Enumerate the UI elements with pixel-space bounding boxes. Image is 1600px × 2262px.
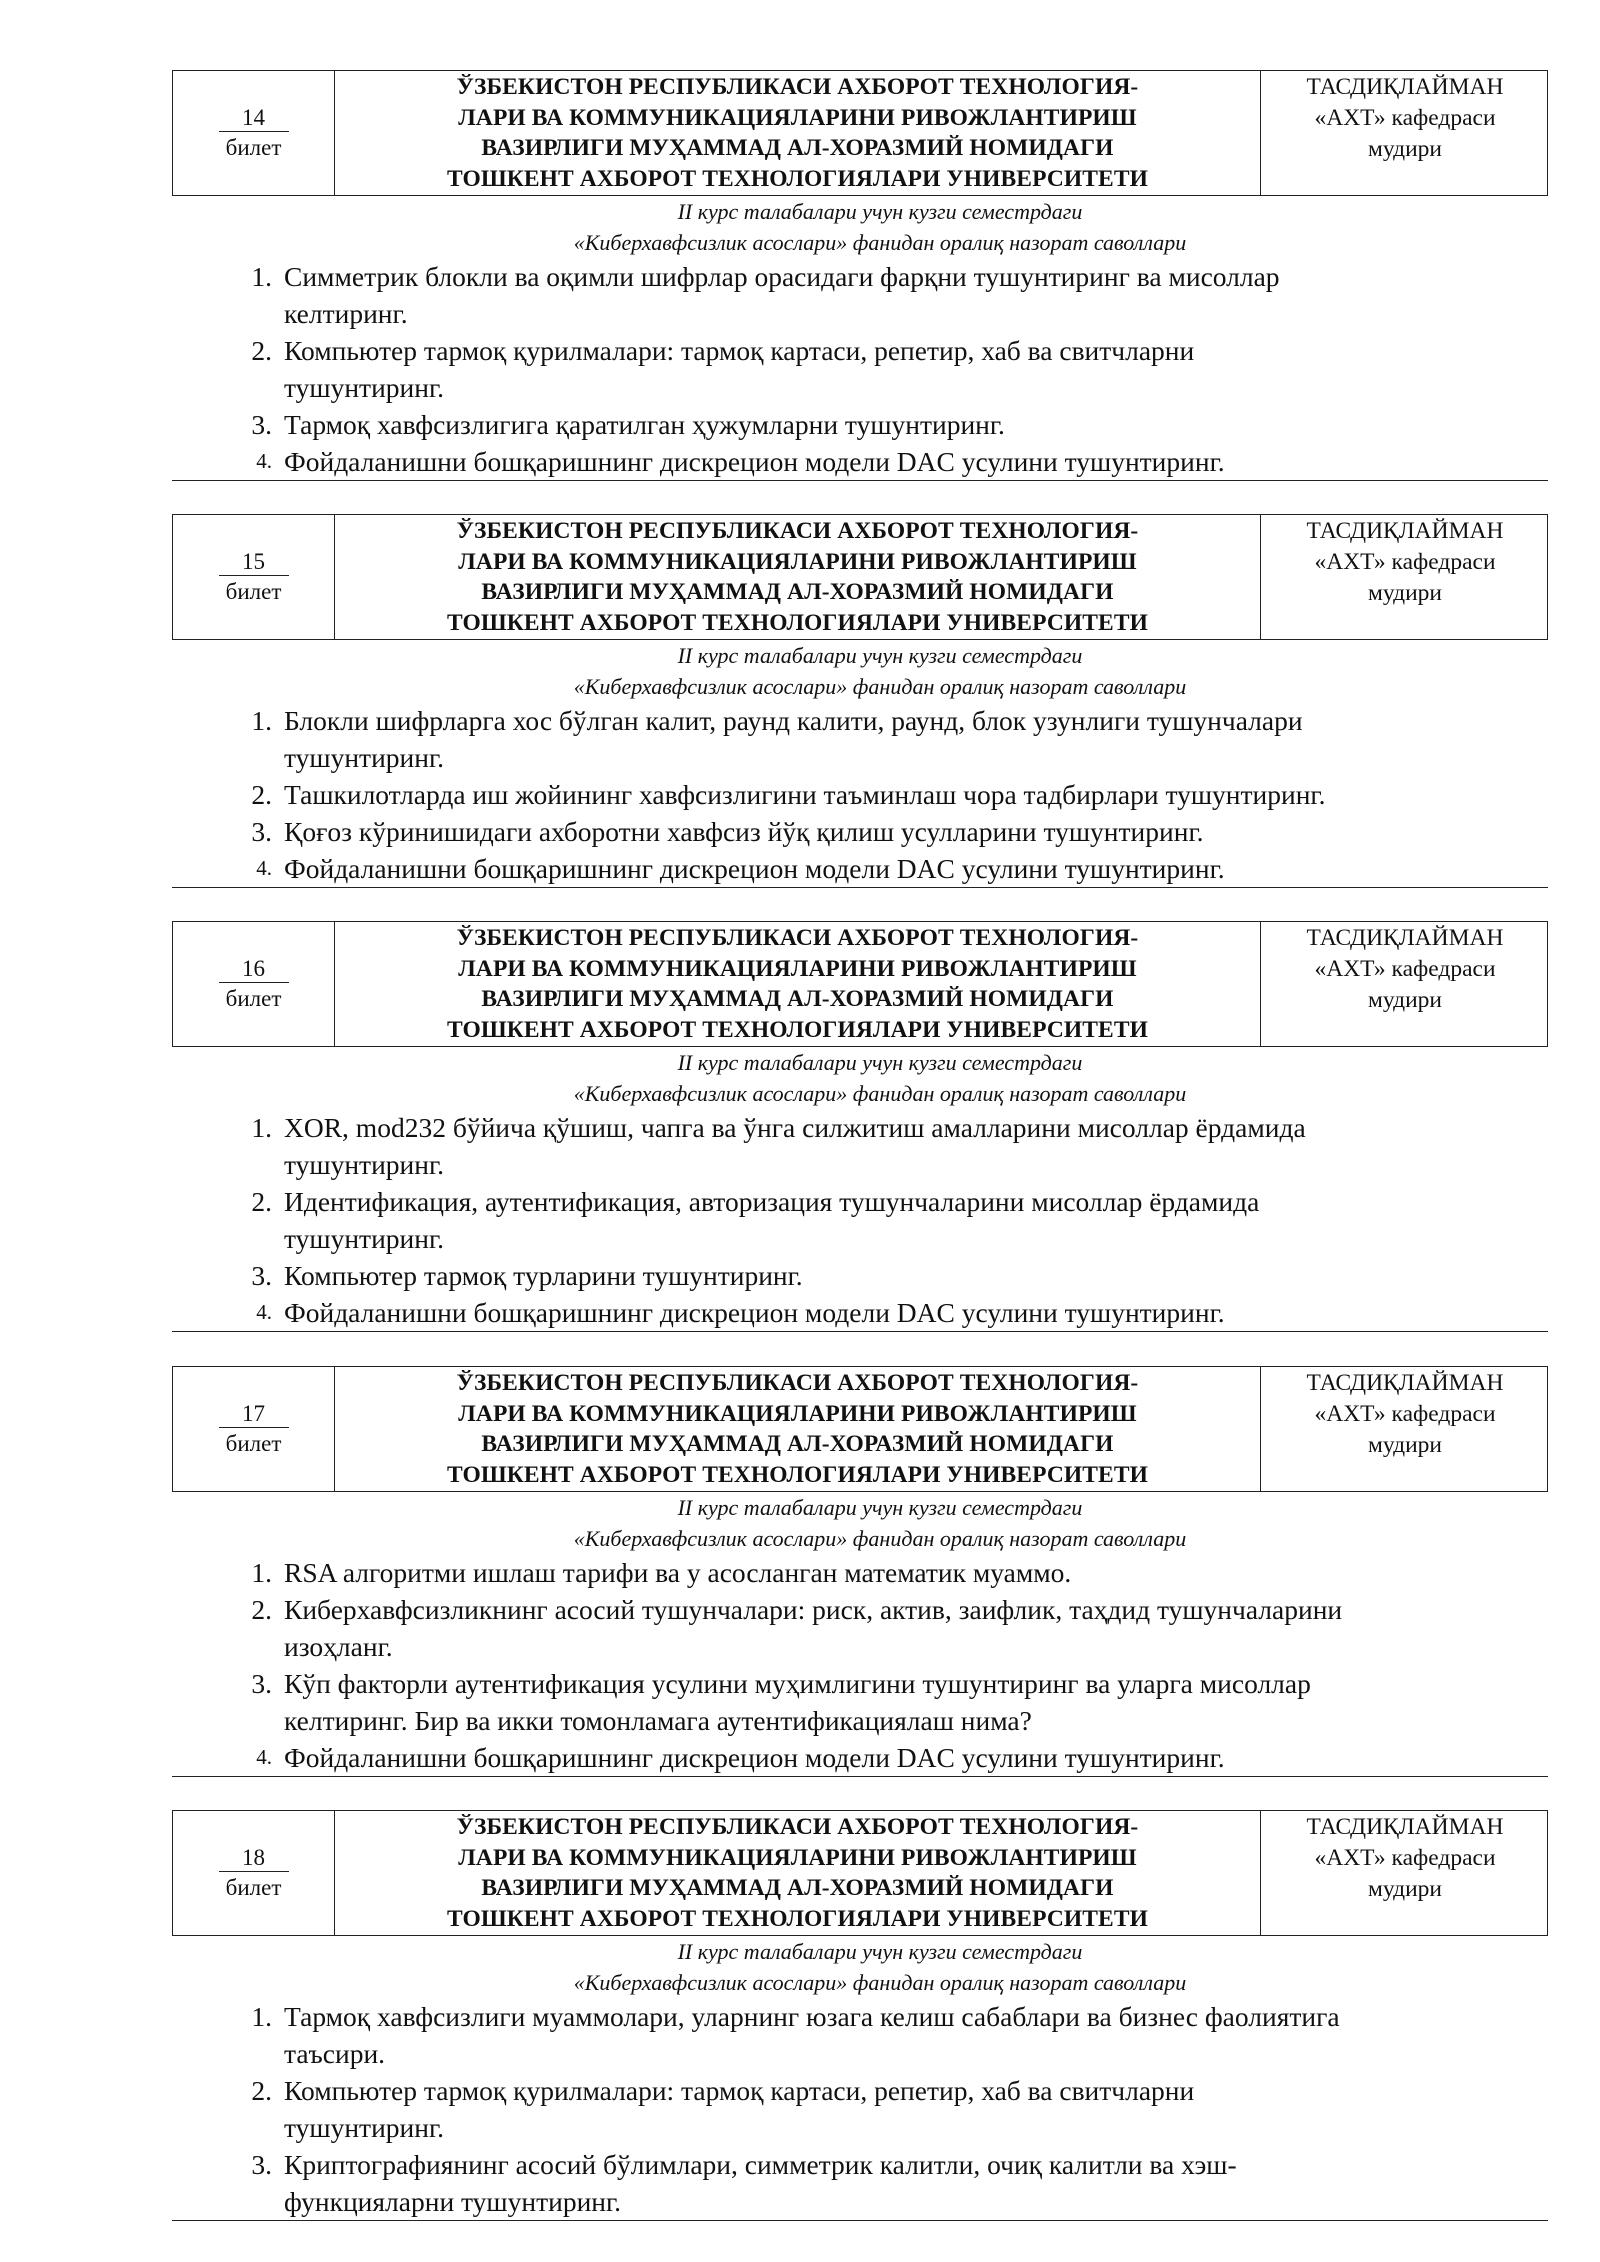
question-list — [172, 1998, 1548, 2220]
approval-block — [1261, 515, 1549, 639]
ticket-header-table — [172, 1810, 1548, 1936]
university-line: ТОШКЕНТ АХБОРОТ ТЕХНОЛОГИЯЛАРИ УНИВЕРСИТЕТИ — [447, 1016, 1148, 1043]
ticket-14 — [172, 70, 1548, 481]
question-text-line: Компьютер тармоқ турларини тушунтиринг. — [284, 1260, 803, 1291]
approval-line: мудири — [1368, 1432, 1442, 1458]
question-item — [172, 776, 1548, 813]
university-line: ЎЗБЕКИСТОН РЕСПУБЛИКАСИ АХБОРОТ ТЕХНОЛОГИЯ- — [456, 518, 1139, 544]
question-number: 4. — [256, 449, 272, 473]
question-text-line: Идентификация, аутентификация, авторизация тушунчаларини мисоллар ёрдамида — [284, 1186, 1260, 1217]
university-line: ВАЗИРЛИГИ МУҲАММАД АЛ-ХОРАЗМИЙ НОМИДАГИ — [481, 579, 1114, 605]
university-line: ЛАРИ ВА КОММУНИКАЦИЯЛАРИНИ РИВОЖЛАНТИРИШ — [458, 1400, 1137, 1427]
question-item — [172, 258, 1548, 332]
university-name — [335, 71, 1261, 195]
ticket-number: 17 — [219, 1401, 289, 1428]
university-line: ВАЗИРЛИГИ МУҲАММАД АЛ-ХОРАЗМИЙ НОМИДАГИ — [481, 1431, 1114, 1457]
approval-line: ТАСДИҚЛАЙМАН — [1306, 518, 1504, 544]
question-number: 4. — [256, 1745, 272, 1769]
ticket-17 — [172, 1366, 1548, 1777]
approval-block — [1261, 1367, 1549, 1491]
ticket-header-table — [172, 70, 1548, 196]
question-number: 1. — [251, 1112, 272, 1143]
question-number: 3. — [251, 409, 272, 440]
question-text-line: тушунтиринг. — [284, 1223, 445, 1254]
ticket-label: билет — [225, 579, 282, 604]
question-text-line: Тармоқ хавфсизлигига қаратилган ҳужумларни тушунтиринг. — [284, 409, 1005, 440]
university-line: ЛАРИ ВА КОММУНИКАЦИЯЛАРИНИ РИВОЖЛАНТИРИШ — [458, 1844, 1137, 1871]
question-text-line: тушунтиринг. — [284, 1149, 445, 1180]
ticket-separator-line — [172, 1776, 1548, 1777]
question-number: 1. — [251, 261, 272, 292]
approval-line: мудири — [1368, 136, 1442, 162]
question-list — [172, 1554, 1548, 1776]
question-item — [172, 1665, 1548, 1739]
ticket-header-table — [172, 921, 1548, 1047]
question-text-line: келтиринг. Бир ва икки томонламага аутентификациялаш нима? — [284, 1705, 1032, 1736]
ticket-number-cell — [173, 71, 335, 195]
question-item — [172, 813, 1548, 850]
university-name — [335, 515, 1261, 639]
ticket-16 — [172, 921, 1548, 1332]
ticket-separator-line — [172, 887, 1548, 888]
question-text-line: Компьютер тармоқ қурилмалари: тармоқ картаси, репетир, хаб ва свитчларни — [284, 2075, 1195, 2106]
question-item — [172, 1109, 1548, 1183]
question-number: 1. — [251, 2001, 272, 2032]
ticket-number-cell — [173, 515, 335, 639]
question-text-line: Фойдаланишни бошқаришнинг дискрецион модели DAC усулини тушунтиринг. — [284, 446, 1225, 477]
question-text-line: изоҳланг. — [284, 1631, 393, 1662]
question-list — [172, 1109, 1548, 1331]
ticket-number: 14 — [219, 105, 289, 132]
university-line: ЛАРИ ВА КОММУНИКАЦИЯЛАРИНИ РИВОЖЛАНТИРИШ — [458, 955, 1137, 982]
approval-line: мудири — [1368, 1876, 1442, 1902]
ticket-header-table — [172, 514, 1548, 640]
question-text-line: Киберхавфсизликнинг асосий тушунчалари: риск, актив, заифлик, таҳдид тушунчаларини — [284, 1594, 1343, 1625]
question-item — [172, 1998, 1548, 2072]
question-item — [172, 406, 1548, 443]
question-text-line: Фойдаланишни бошқаришнинг дискрецион модели DAC усулини тушунтиринг. — [284, 1742, 1225, 1773]
approval-line: мудири — [1368, 987, 1442, 1013]
question-item — [172, 1554, 1548, 1591]
approval-block — [1261, 922, 1549, 1046]
university-line: ВАЗИРЛИГИ МУҲАММАД АЛ-ХОРАЗМИЙ НОМИДАГИ — [481, 135, 1114, 161]
question-number: 2. — [251, 779, 272, 810]
university-line: ТОШКЕНТ АХБОРОТ ТЕХНОЛОГИЯЛАРИ УНИВЕРСИТЕТИ — [447, 165, 1148, 192]
university-name — [335, 922, 1261, 1046]
question-item — [172, 1591, 1548, 1665]
question-item — [172, 1294, 1548, 1331]
question-text-line: Криптографиянинг асосий бўлимлари, симметрик калитли, очиқ калитли ва хэш- — [284, 2149, 1237, 2180]
ticket-number: 18 — [219, 1845, 289, 1872]
ticket-number-cell — [173, 1811, 335, 1935]
question-number: 1. — [251, 1557, 272, 1588]
ticket-number: 15 — [219, 549, 289, 576]
question-text-line: Тармоқ хавфсизлиги муаммолари, уларнинг юзага келиш сабаблари ва бизнес фаолиятига — [284, 2001, 1340, 2032]
ticket-number-cell — [173, 922, 335, 1046]
question-number: 3. — [251, 816, 272, 847]
question-text-line: Симметрик блокли ва оқимли шифрлар орасидаги фарқни тушунтиринг ва мисоллар — [284, 261, 1280, 292]
question-item — [172, 332, 1548, 406]
course-subtitle: II курс талабалари учун кузги семестрдаги — [677, 1939, 1083, 1964]
exam-subtitle: «Киберхавфсизлик асослари» фанидан оралиқ назорат саволлари — [573, 230, 1187, 255]
ticket-label: билет — [225, 1875, 282, 1900]
course-subtitle: II курс талабалари учун кузги семестрдаги — [677, 1050, 1083, 1075]
question-list — [172, 258, 1548, 480]
question-text-line: Фойдаланишни бошқаришнинг дискрецион модели DAC усулини тушунтиринг. — [284, 1297, 1225, 1328]
question-text-line: келтиринг. — [284, 298, 408, 329]
question-number: 2. — [251, 335, 272, 366]
question-item — [172, 443, 1548, 480]
approval-line: ТАСДИҚЛАЙМАН — [1306, 925, 1504, 951]
ticket-separator-line — [172, 1331, 1548, 1332]
university-line: ЎЗБЕКИСТОН РЕСПУБЛИКАСИ АХБОРОТ ТЕХНОЛОГИЯ- — [456, 1370, 1139, 1396]
approval-line: «АХТ» кафедраси — [1314, 1845, 1496, 1871]
question-item — [172, 702, 1548, 776]
course-subtitle: II курс талабалари учун кузги семестрдаги — [677, 643, 1083, 668]
question-item — [172, 1257, 1548, 1294]
ticket-number-cell — [173, 1367, 335, 1491]
question-text-line: Фойдаланишни бошқаришнинг дискрецион модели DAC усулини тушунтиринг. — [284, 853, 1225, 884]
ticket-label: билет — [225, 135, 282, 160]
course-subtitle: II курс талабалари учун кузги семестрдаги — [677, 199, 1083, 224]
university-line: ТОШКЕНТ АХБОРОТ ТЕХНОЛОГИЯЛАРИ УНИВЕРСИТЕТИ — [447, 1461, 1148, 1488]
question-text-line: таъсири. — [284, 2038, 386, 2069]
exam-subtitle: «Киберхавфсизлик асослари» фанидан оралиқ назорат саволлари — [573, 1081, 1187, 1106]
question-text-line: Кўп факторли аутентификация усулини муҳимлигини тушунтиринг ва уларга мисоллар — [284, 1668, 1311, 1699]
approval-line: ТАСДИҚЛАЙМАН — [1306, 74, 1504, 100]
question-number: 3. — [251, 2149, 272, 2180]
approval-line: «АХТ» кафедраси — [1314, 956, 1496, 982]
approval-line: мудири — [1368, 580, 1442, 606]
question-text-line: Қоғоз кўринишидаги ахборотни хавфсиз йўқ қилиш усулларини тушунтиринг. — [284, 816, 1204, 847]
question-text-line: Компьютер тармоқ қурилмалари: тармоқ картаси, репетир, хаб ва свитчларни — [284, 335, 1195, 366]
ticket-number: 16 — [219, 956, 289, 983]
question-text-line: Ташкилотларда иш жойининг хавфсизлигини таъминлаш чора тадбирлари тушунтиринг. — [284, 779, 1326, 810]
exam-subtitle: «Киберхавфсизлик асослари» фанидан оралиқ назорат саволлари — [573, 1526, 1187, 1551]
university-line: ЛАРИ ВА КОММУНИКАЦИЯЛАРИНИ РИВОЖЛАНТИРИШ — [458, 104, 1137, 131]
approval-block — [1261, 1811, 1549, 1935]
question-text-line: тушунтиринг. — [284, 372, 445, 403]
university-line: ТОШКЕНТ АХБОРОТ ТЕХНОЛОГИЯЛАРИ УНИВЕРСИТЕТИ — [447, 609, 1148, 636]
exam-subtitle: «Киберхавфсизлик асослари» фанидан оралиқ назорат саволлари — [573, 674, 1187, 699]
ticket-header-table — [172, 1366, 1548, 1492]
question-text-line: Блокли шифрларга хос бўлган калит, раунд калити, раунд, блок узунлиги тушунчалари — [284, 705, 1303, 736]
question-text-line: XOR, mod232 бўйича қўшиш, чапга ва ўнга силжитиш амалларини мисоллар ёрдамида — [284, 1112, 1306, 1143]
question-item — [172, 1183, 1548, 1257]
question-item — [172, 850, 1548, 887]
university-line: ЎЗБЕКИСТОН РЕСПУБЛИКАСИ АХБОРОТ ТЕХНОЛОГИЯ- — [456, 74, 1139, 100]
university-line: ЎЗБЕКИСТОН РЕСПУБЛИКАСИ АХБОРОТ ТЕХНОЛОГИЯ- — [456, 1814, 1139, 1840]
question-number: 2. — [251, 2075, 272, 2106]
ticket-18 — [172, 1810, 1548, 2221]
ticket-label: билет — [225, 986, 282, 1011]
university-line: ВАЗИРЛИГИ МУҲАММАД АЛ-ХОРАЗМИЙ НОМИДАГИ — [481, 1875, 1114, 1901]
university-line: ЎЗБЕКИСТОН РЕСПУБЛИКАСИ АХБОРОТ ТЕХНОЛОГИЯ- — [456, 925, 1139, 951]
approval-line: «АХТ» кафедраси — [1314, 105, 1496, 131]
question-item — [172, 1739, 1548, 1776]
ticket-separator-line — [172, 480, 1548, 481]
university-name — [335, 1811, 1261, 1935]
exam-subtitle: «Киберхавфсизлик асослари» фанидан оралиқ назорат саволлари — [573, 1970, 1187, 1995]
question-number: 1. — [251, 705, 272, 736]
approval-line: ТАСДИҚЛАЙМАН — [1306, 1370, 1504, 1396]
question-text-line: RSA алгоритми ишлаш тарифи ва у асосланган математик муаммо. — [284, 1557, 1072, 1588]
university-line: ВАЗИРЛИГИ МУҲАММАД АЛ-ХОРАЗМИЙ НОМИДАГИ — [481, 986, 1114, 1012]
approval-block — [1261, 71, 1549, 195]
ticket-label: билет — [225, 1431, 282, 1456]
university-name — [335, 1367, 1261, 1491]
course-subtitle: II курс талабалари учун кузги семестрдаги — [677, 1495, 1083, 1520]
question-number: 2. — [251, 1594, 272, 1625]
question-text-line: тушунтиринг. — [284, 2112, 445, 2143]
question-number: 4. — [256, 856, 272, 880]
university-line: ЛАРИ ВА КОММУНИКАЦИЯЛАРИНИ РИВОЖЛАНТИРИШ — [458, 548, 1137, 575]
university-line: ТОШКЕНТ АХБОРОТ ТЕХНОЛОГИЯЛАРИ УНИВЕРСИТЕТИ — [447, 1905, 1148, 1932]
approval-line: ТАСДИҚЛАЙМАН — [1306, 1814, 1504, 1840]
approval-line: «АХТ» кафедраси — [1314, 549, 1496, 575]
question-item — [172, 2072, 1548, 2146]
question-number: 4. — [256, 1300, 272, 1324]
question-number: 2. — [251, 1186, 272, 1217]
question-text-line: функцияларни тушунтиринг. — [284, 2186, 622, 2217]
question-item — [172, 2146, 1548, 2220]
question-text-line: тушунтиринг. — [284, 742, 445, 773]
question-list — [172, 702, 1548, 887]
ticket-separator-line — [172, 2220, 1548, 2221]
question-number: 3. — [251, 1668, 272, 1699]
approval-line: «АХТ» кафедраси — [1314, 1401, 1496, 1427]
question-number: 3. — [251, 1260, 272, 1291]
ticket-15 — [172, 514, 1548, 888]
